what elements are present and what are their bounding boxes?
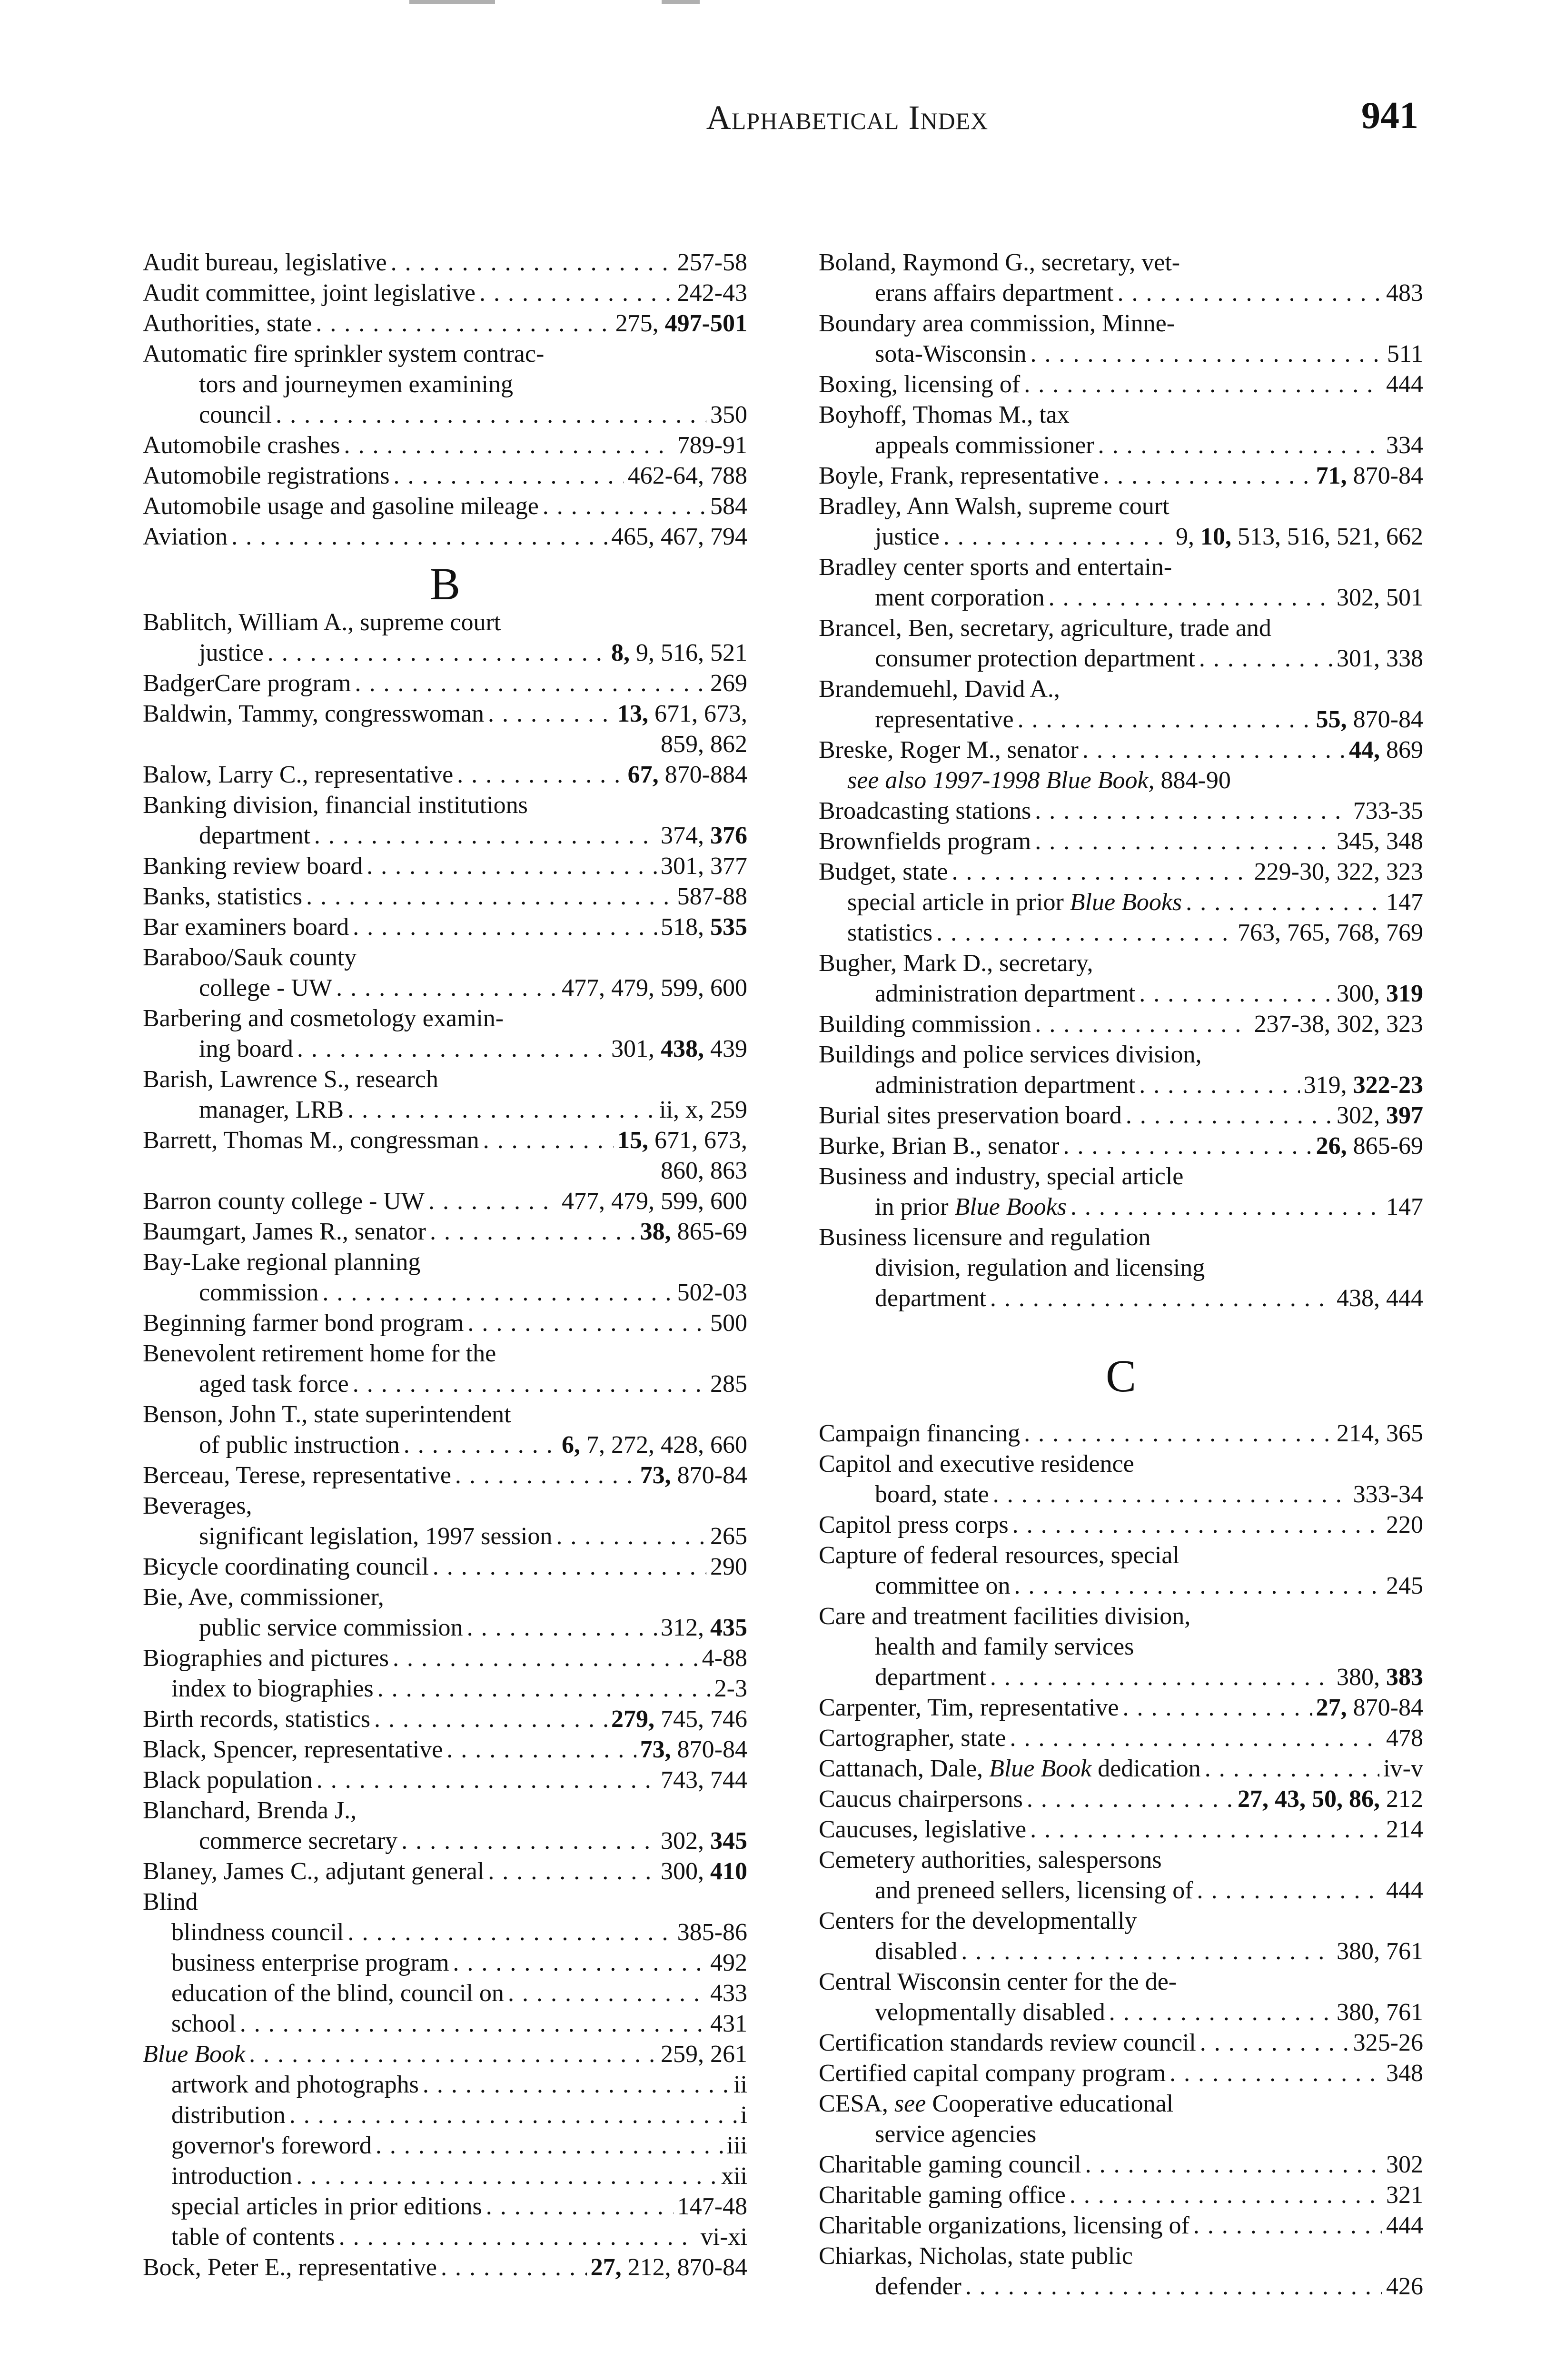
- index-entry-continued: board, state . . . 333-34: [819, 1479, 1423, 1510]
- index-entry: Barron county college - UW . . . 477, 479, 599, 600: [143, 1186, 747, 1217]
- index-entry: Benson, John T., state superintendent: [143, 1401, 511, 1428]
- index-subentry: business enterprise program . . . 492: [143, 1948, 747, 1978]
- index-entry: Banks, statistics . . . 587-88: [143, 882, 747, 912]
- scan-mark-right: [662, 0, 700, 4]
- index-entry: Bar examiners board . . . 518, 535: [143, 912, 747, 942]
- index-subentry: blindness council . . . 385-86: [143, 1917, 747, 1948]
- index-entry: Baumgart, James R., senator . . . 38, 865-69: [143, 1217, 747, 1247]
- index-entry: Bablitch, William A., supreme court: [143, 609, 501, 636]
- index-column-left: [143, 248, 747, 2283]
- index-entry: Bicycle coordinating council . . . 290: [143, 1552, 747, 1582]
- section-letter-b: B: [429, 558, 461, 609]
- index-entry: Automobile usage and gasoline mileage . . . 584: [143, 491, 747, 522]
- index-subentry: education of the blind, council on . . . 433: [143, 1978, 747, 2009]
- index-entry-continued: of public instruction . . . 6, 7, 272, 428, 660: [143, 1430, 747, 1460]
- index-subentry: artwork and photographs . . . ii: [143, 2070, 747, 2100]
- index-entry: Blue Book . . . 259, 261: [143, 2039, 747, 2070]
- index-entry-continued: representative . . . 55, 870-84: [819, 704, 1423, 735]
- index-entry: Aviation . . . 465, 467, 794: [143, 522, 747, 552]
- index-entry: Boxing, licensing of . . . 444: [819, 369, 1423, 400]
- index-entry: CESA, see Cooperative educational: [819, 2090, 1174, 2117]
- index-entry: Cemetery authorities, salespersons: [819, 1846, 1162, 1874]
- index-entry: Biographies and pictures . . . 4-88: [143, 1643, 747, 1674]
- index-entry: Audit committee, joint legislative . . . 242-43: [143, 278, 747, 308]
- index-entry-continued: velopmentally disabled . . . 380, 761: [819, 1997, 1423, 2028]
- index-subentry: school . . . 431: [143, 2009, 747, 2039]
- index-entry: Capture of federal resources, special: [819, 1542, 1179, 1569]
- index-entry-continued: department . . . 374, 376: [143, 821, 747, 851]
- index-entry: Central Wisconsin center for the de-: [819, 1968, 1177, 1995]
- index-entry: Brownfields program . . . 345, 348: [819, 826, 1423, 857]
- page-number: 941: [1361, 95, 1418, 137]
- index-entry: Banking division, financial institutions: [143, 792, 528, 819]
- index-subentry: table of contents . . . vi-xi: [143, 2222, 747, 2252]
- index-entry: Benevolent retirement home for the: [143, 1340, 496, 1367]
- index-entry-continued: committee on . . . 245: [819, 1571, 1423, 1601]
- index-entry-continued: appeals commissioner . . . 334: [819, 430, 1423, 461]
- index-entry: Automatic fire sprinkler system contrac-: [143, 340, 545, 367]
- index-subentry: index to biographies . . . 2-3: [143, 1674, 747, 1704]
- index-entry-continued: and preneed sellers, licensing of . . . 444: [819, 1875, 1423, 1906]
- index-entry: Barrett, Thomas M., congressman . . . 15, 671, 673,: [143, 1125, 747, 1156]
- index-entry-continued: disabled . . . 380, 761: [819, 1936, 1423, 1967]
- index-entry: Berceau, Terese, representative . . . 73, 870-84: [143, 1460, 747, 1491]
- index-entry: Authorities, state . . . 275, 497-501: [143, 308, 747, 339]
- index-entry: Capitol press corps . . . 220: [819, 1510, 1423, 1540]
- index-entry-continued: in prior Blue Books . . . 147: [819, 1192, 1423, 1222]
- index-entry-continued: 860, 863: [661, 1157, 747, 1184]
- index-entry: Bay-Lake regional planning: [143, 1249, 421, 1276]
- index-entry: Broadcasting stations . . . 733-35: [819, 796, 1423, 826]
- index-entry: Banking review board . . . 301, 377: [143, 851, 747, 882]
- index-entry-continued: administration department . . . 300, 319: [819, 979, 1423, 1009]
- index-subentry: introduction . . . xii: [143, 2161, 747, 2192]
- index-entry: Burial sites preservation board . . . 302, 397: [819, 1101, 1423, 1131]
- index-entry-continued: commission . . . 502-03: [143, 1278, 747, 1308]
- index-entry: Building commission . . . 237-38, 302, 323: [819, 1009, 1423, 1040]
- index-entry: Bie, Ave, commissioner,: [143, 1584, 384, 1611]
- index-entry: Blaney, James C., adjutant general . . . 300, 410: [143, 1856, 747, 1887]
- index-entry: Carpenter, Tim, representative . . . 27, 870-84: [819, 1693, 1423, 1723]
- index-entry: Burke, Brian B., senator . . . 26, 865-69: [819, 1131, 1423, 1161]
- scan-mark-left: [409, 0, 495, 4]
- index-entry: Beverages,: [143, 1492, 252, 1519]
- index-column-right: [819, 248, 1423, 2302]
- index-entry-continued: council . . . 350: [143, 400, 747, 430]
- index-entry: Bradley center sports and entertain-: [819, 554, 1172, 581]
- index-entry-continued: defender . . . 426: [819, 2271, 1423, 2302]
- index-entry: Baldwin, Tammy, congresswoman . . . 13, 671, 673,: [143, 699, 747, 729]
- index-entry-continued: tors and journeymen examining: [199, 371, 513, 398]
- index-entry: Bock, Peter E., representative . . . 27, 212, 870-84: [143, 2252, 747, 2283]
- index-entry: Centers for the developmentally: [819, 1907, 1137, 1934]
- index-entry: Caucus chairpersons . . . 27, 43, 50, 86, 212: [819, 1784, 1423, 1815]
- index-entry-continued: health and family services: [875, 1633, 1134, 1660]
- index-entry: Bradley, Ann Walsh, supreme court: [819, 493, 1169, 520]
- index-entry-continued: division, regulation and licensing: [875, 1254, 1205, 1281]
- index-entry-continued: sota-Wisconsin . . . 511: [819, 339, 1423, 369]
- index-entry: Capitol and executive residence: [819, 1450, 1134, 1478]
- index-entry: Caucuses, legislative . . . 214: [819, 1815, 1423, 1845]
- index-entry-continued: justice . . . 9, 10, 513, 516, 521, 662: [819, 522, 1423, 552]
- index-entry: Barish, Lawrence S., research: [143, 1066, 438, 1093]
- index-entry-continued: commerce secretary . . . 302, 345: [143, 1826, 747, 1856]
- index-entry-continued: consumer protection department . . . 301, 338: [819, 644, 1423, 674]
- index-entry: Automobile registrations . . . 462-64, 788: [143, 461, 747, 491]
- index-entry: Chiarkas, Nicholas, state public: [819, 2242, 1133, 2270]
- index-entry-continued: aged task force . . . 285: [143, 1369, 747, 1399]
- index-entry-continued: manager, LRB . . . ii, x, 259: [143, 1095, 747, 1125]
- index-entry: Boundary area commission, Minne-: [819, 310, 1175, 337]
- index-entry: Blanchard, Brenda J.,: [143, 1797, 357, 1824]
- index-entry: Baraboo/Sauk county: [143, 944, 357, 971]
- index-entry: Campaign financing . . . 214, 365: [819, 1418, 1423, 1449]
- index-entry: Charitable gaming council . . . 302: [819, 2150, 1423, 2180]
- index-entry: Black, Spencer, representative . . . 73, 870-84: [143, 1735, 747, 1765]
- index-subentry: statistics . . . 763, 765, 768, 769: [819, 918, 1423, 948]
- index-entry: BadgerCare program . . . 269: [143, 668, 747, 699]
- index-entry: Budget, state . . . 229-30, 322, 323: [819, 857, 1423, 887]
- index-subentry: special article in prior Blue Books . . . 147: [819, 887, 1423, 918]
- index-entry: Birth records, statistics . . . 279, 745, 746: [143, 1704, 747, 1735]
- index-entry-continued: administration department . . . 319, 322-23: [819, 1070, 1423, 1101]
- index-subentry: distribution . . . i: [143, 2100, 747, 2131]
- section-letter-c: C: [1105, 1350, 1137, 1401]
- index-entry-continued: justice . . . 8, 9, 516, 521: [143, 638, 747, 668]
- index-entry-continued: significant legislation, 1997 session . . . 265: [143, 1521, 747, 1552]
- index-subentry: governor's foreword . . . iii: [143, 2131, 747, 2161]
- index-cross-reference: see also 1997-1998 Blue Book, 884-90: [847, 767, 1231, 794]
- index-entry-continued: service agencies: [875, 2121, 1037, 2148]
- index-entry: Boland, Raymond G., secretary, vet-: [819, 249, 1180, 276]
- index-entry: Balow, Larry C., representative . . . 67, 870-884: [143, 760, 747, 790]
- index-entry: Charitable organizations, licensing of . . . 444: [819, 2211, 1423, 2241]
- index-entry: Cartographer, state . . . 478: [819, 1723, 1423, 1754]
- index-entry-continued: department . . . 438, 444: [819, 1283, 1423, 1314]
- index-entry: Beginning farmer bond program . . . 500: [143, 1308, 747, 1339]
- index-entry: Boyhoff, Thomas M., tax: [819, 401, 1070, 428]
- index-entry-continued: college - UW . . . 477, 479, 599, 600: [143, 973, 747, 1003]
- index-entry-continued: ment corporation . . . 302, 501: [819, 583, 1423, 613]
- index-entry-continued: erans affairs department . . . 483: [819, 278, 1423, 308]
- index-entry: Automobile crashes . . . 789-91: [143, 430, 747, 461]
- index-entry: Black population . . . 743, 744: [143, 1765, 747, 1795]
- index-entry-continued: ing board . . . 301, 438, 439: [143, 1034, 747, 1064]
- index-entry: Brancel, Ben, secretary, agriculture, trade and: [819, 615, 1271, 642]
- index-entry: Business and industry, special article: [819, 1163, 1184, 1190]
- index-entry: Barbering and cosmetology examin-: [143, 1005, 504, 1032]
- index-entry: Certified capital company program . . . 348: [819, 2058, 1423, 2089]
- running-header: Alphabetical Index: [706, 99, 989, 137]
- index-entry: Buildings and police services division,: [819, 1041, 1202, 1068]
- index-entry: Certification standards review council . . . 325-26: [819, 2028, 1423, 2058]
- index-entry: Audit bureau, legislative . . . 257-58: [143, 248, 747, 278]
- index-entry: Care and treatment facilities division,: [819, 1603, 1191, 1630]
- index-subentry: special articles in prior editions . . . 147-48: [143, 2192, 747, 2222]
- index-entry: Blind: [143, 1888, 198, 1915]
- index-entry: Brandemuehl, David A.,: [819, 675, 1060, 703]
- index-entry: Cattanach, Dale, Blue Book dedication . . . iv-v: [819, 1754, 1423, 1784]
- index-entry-continued: 859, 862: [661, 731, 747, 758]
- index-entry: Business licensure and regulation: [819, 1224, 1151, 1251]
- index-entry-continued: public service commission . . . 312, 435: [143, 1613, 747, 1643]
- index-entry-continued: department . . . 380, 383: [819, 1662, 1423, 1693]
- index-entry: Bugher, Mark D., secretary,: [819, 950, 1093, 977]
- index-entry: Charitable gaming office . . . 321: [819, 2180, 1423, 2211]
- index-entry: Breske, Roger M., senator . . . 44, 869: [819, 735, 1423, 765]
- index-entry: Boyle, Frank, representative . . . 71, 870-84: [819, 461, 1423, 491]
